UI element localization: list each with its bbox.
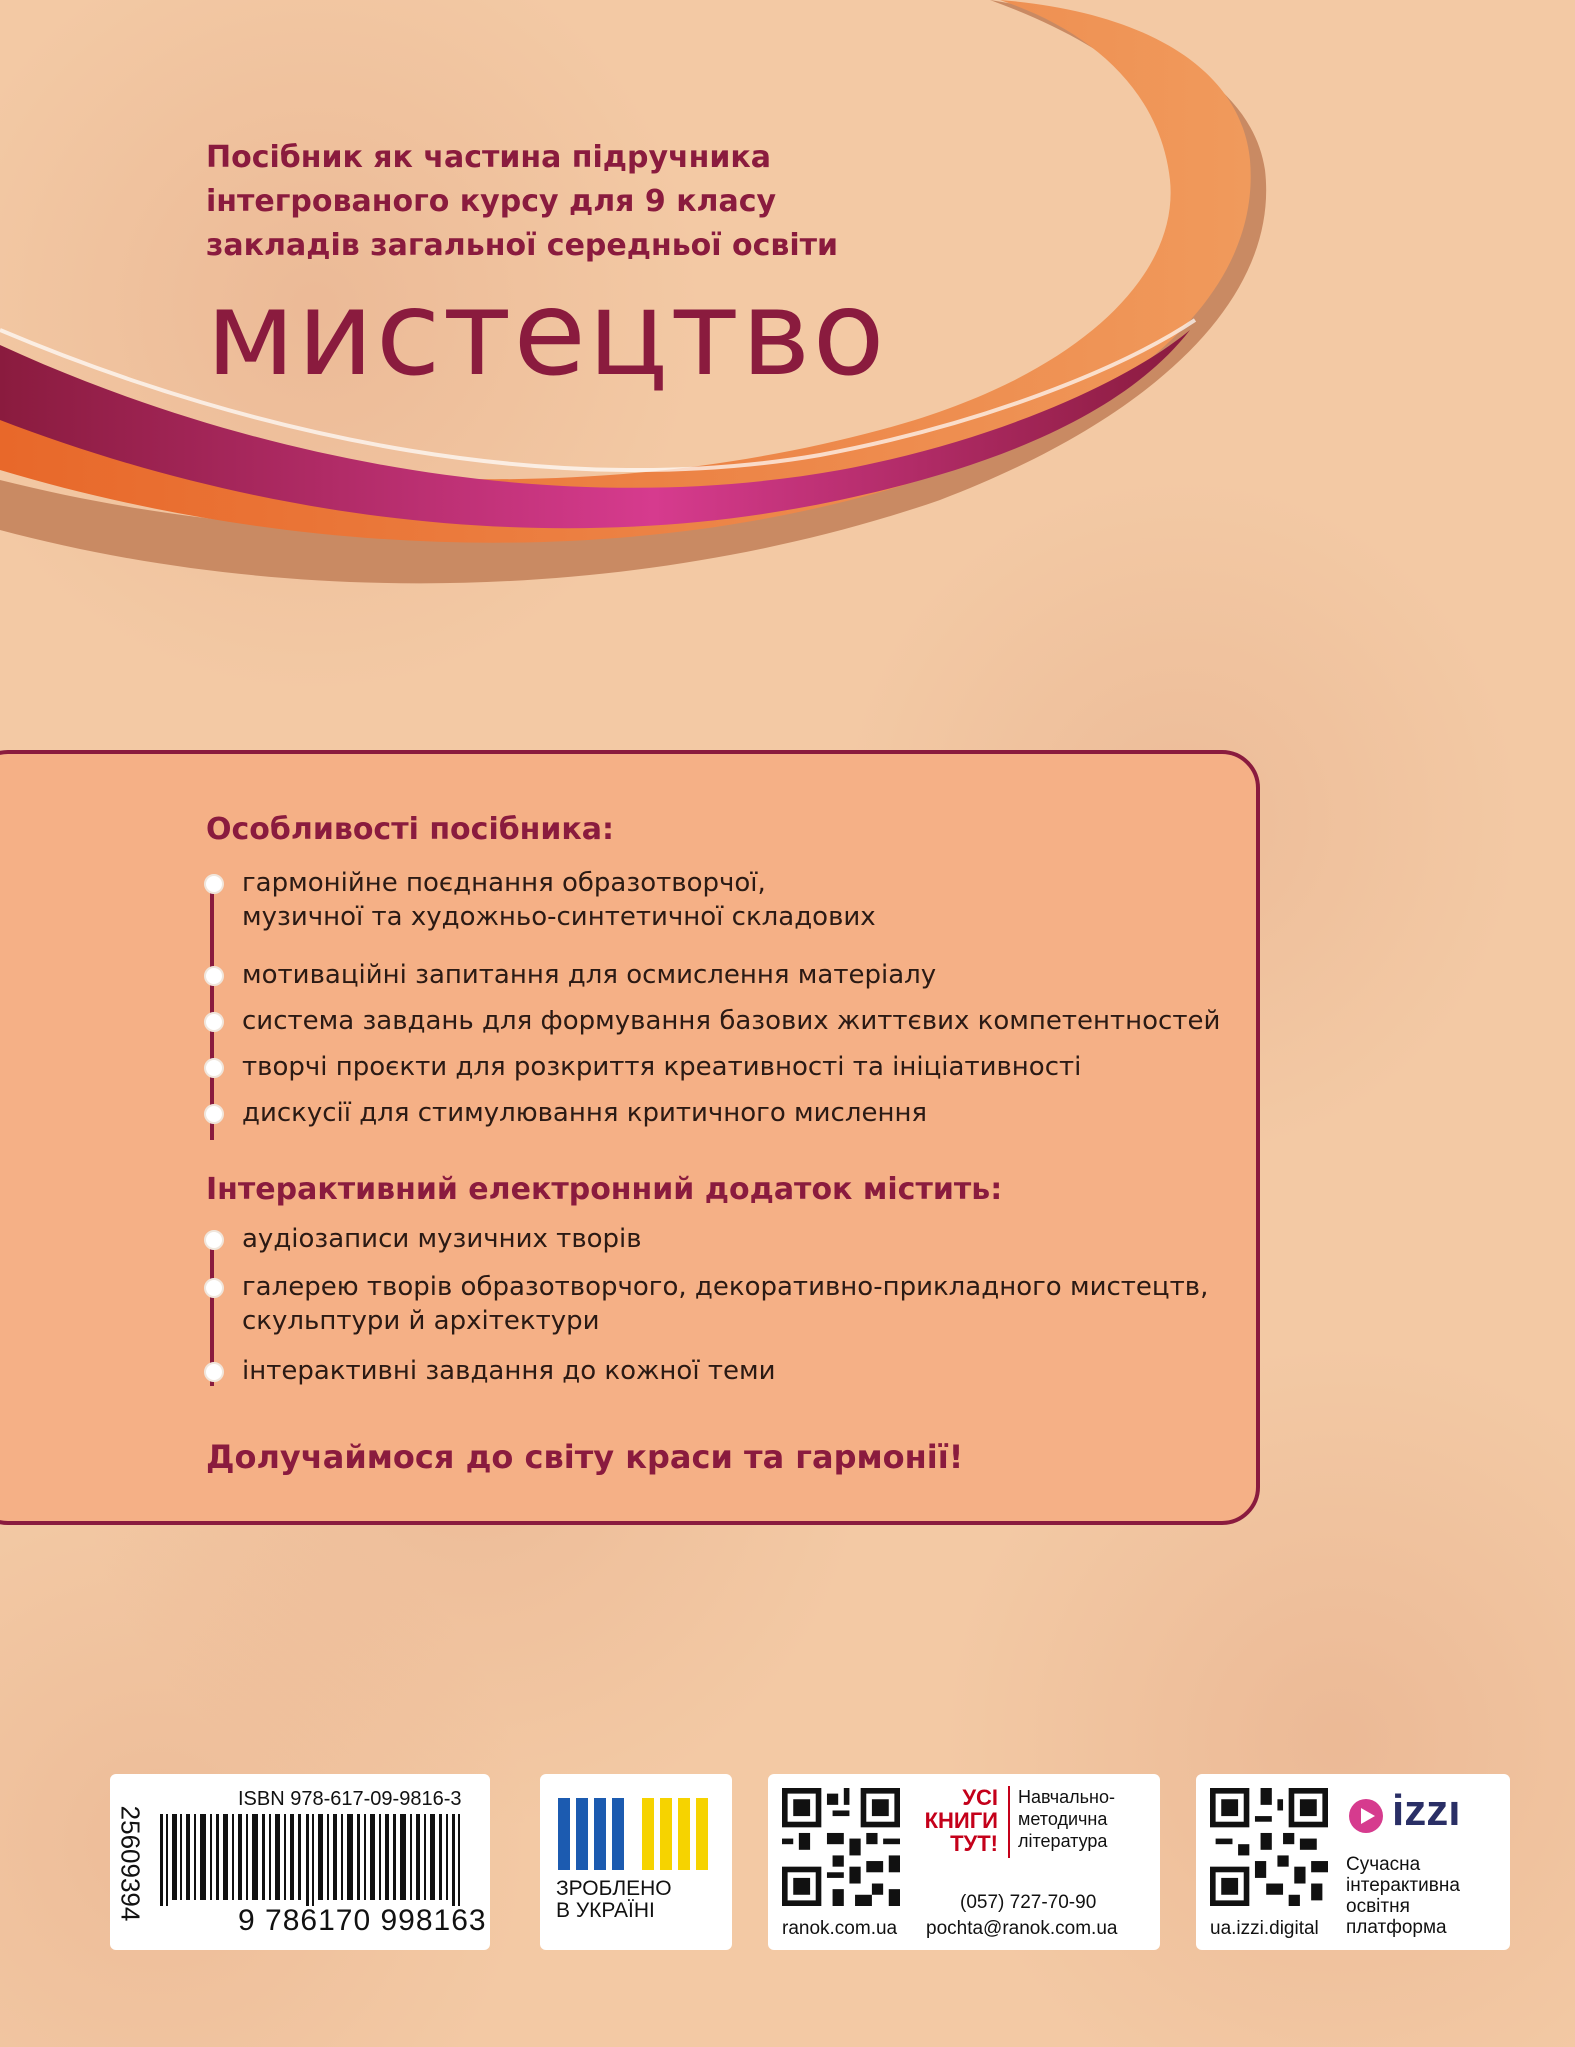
bullet-icon: [204, 1058, 224, 1078]
cover-subtitle: [206, 136, 1106, 268]
item-line: аудіозаписи музичних творів: [242, 1224, 642, 1254]
bullet-icon: [204, 1278, 224, 1298]
bullet-icon: [204, 1012, 224, 1032]
made-in-line: ЗРОБЛЕНО: [556, 1877, 672, 1900]
subtitle-line: інтегрованого курсу для 9 класу: [206, 184, 777, 219]
play-icon: [1348, 1798, 1384, 1834]
bullet-icon: [204, 1230, 224, 1250]
item-line: творчі проєкти для розкриття креативності та ініціативності: [242, 1052, 1082, 1082]
email-link[interactable]: pochta@ranok.com.ua: [926, 1918, 1118, 1939]
qr-code-icon[interactable]: [782, 1788, 900, 1906]
bullet-icon: [204, 966, 224, 986]
motto: Долучаймося до світу краси та гармонії!: [206, 1438, 964, 1476]
item-line: інтерактивні завдання до кожної теми: [242, 1356, 776, 1386]
promo-line: УСІ: [962, 1785, 998, 1810]
izzi-logo: izzı: [1392, 1786, 1461, 1835]
izzi-card: [1196, 1774, 1510, 1950]
barcode-number: 9 786170 998163: [238, 1904, 487, 1937]
item-line: галерею творів образотворчого, декоративно-прикладного мистецтв,: [242, 1272, 1209, 1302]
subtitle-line: Посібник як частина підручника: [206, 140, 772, 175]
barcode-card: [110, 1774, 490, 1950]
features-heading: Особливості посібника:: [206, 812, 615, 847]
supplement-heading: Інтерактивний електронний додаток містить:: [206, 1172, 1003, 1207]
bullet-icon: [204, 1104, 224, 1124]
item-line: скульптури й архітектури: [242, 1306, 600, 1336]
item-line: дискусії для стимулювання критичного мислення: [242, 1098, 928, 1128]
promo-line: ТУТ!: [950, 1831, 998, 1856]
izzi-desc-line: Сучасна: [1346, 1854, 1421, 1875]
made-in-line: В УКРАЇНІ: [556, 1899, 655, 1922]
promo-line: КНИГИ: [924, 1808, 998, 1833]
subtitle-line: закладів загальної середньої освіти: [206, 228, 839, 263]
izzi-desc-line: освітня: [1346, 1896, 1410, 1917]
item-line: музичної та художньо-синтетичної складових: [242, 902, 876, 932]
category-line: Навчально-: [1018, 1787, 1115, 1807]
item-line: система завдань для формування базових життєвих компетентностей: [242, 1006, 1221, 1036]
qr-code-icon[interactable]: [1210, 1788, 1328, 1906]
made-in-ukraine-logo: [558, 1798, 714, 1870]
bullet-icon: [204, 1362, 224, 1382]
book-title: мистецтво: [206, 264, 887, 402]
item-line: мотиваційні запитання для осмислення матеріалу: [242, 960, 937, 990]
made-in-ukraine-card: [540, 1774, 732, 1950]
item-line: гармонійне поєднання образотворчої,: [242, 868, 766, 898]
barcode-image: [160, 1814, 480, 1906]
divider: [1008, 1786, 1010, 1858]
phone: (057) 727-70-90: [960, 1892, 1097, 1913]
isbn-label: ISBN 978-617-09-9816-3: [238, 1788, 462, 1810]
list-rail: [210, 880, 214, 1140]
barcode-side-code: 25609394: [115, 1805, 146, 1922]
ranok-site-link[interactable]: ranok.com.ua: [782, 1918, 898, 1939]
izzi-site-link[interactable]: ua.izzi.digital: [1210, 1918, 1319, 1939]
category-line: методична: [1018, 1809, 1108, 1829]
izzi-desc-line: платформа: [1346, 1917, 1447, 1938]
izzi-desc-line: інтерактивна: [1346, 1875, 1460, 1896]
ranok-card: [768, 1774, 1160, 1950]
category-line: література: [1018, 1831, 1108, 1851]
bullet-icon: [204, 874, 224, 894]
